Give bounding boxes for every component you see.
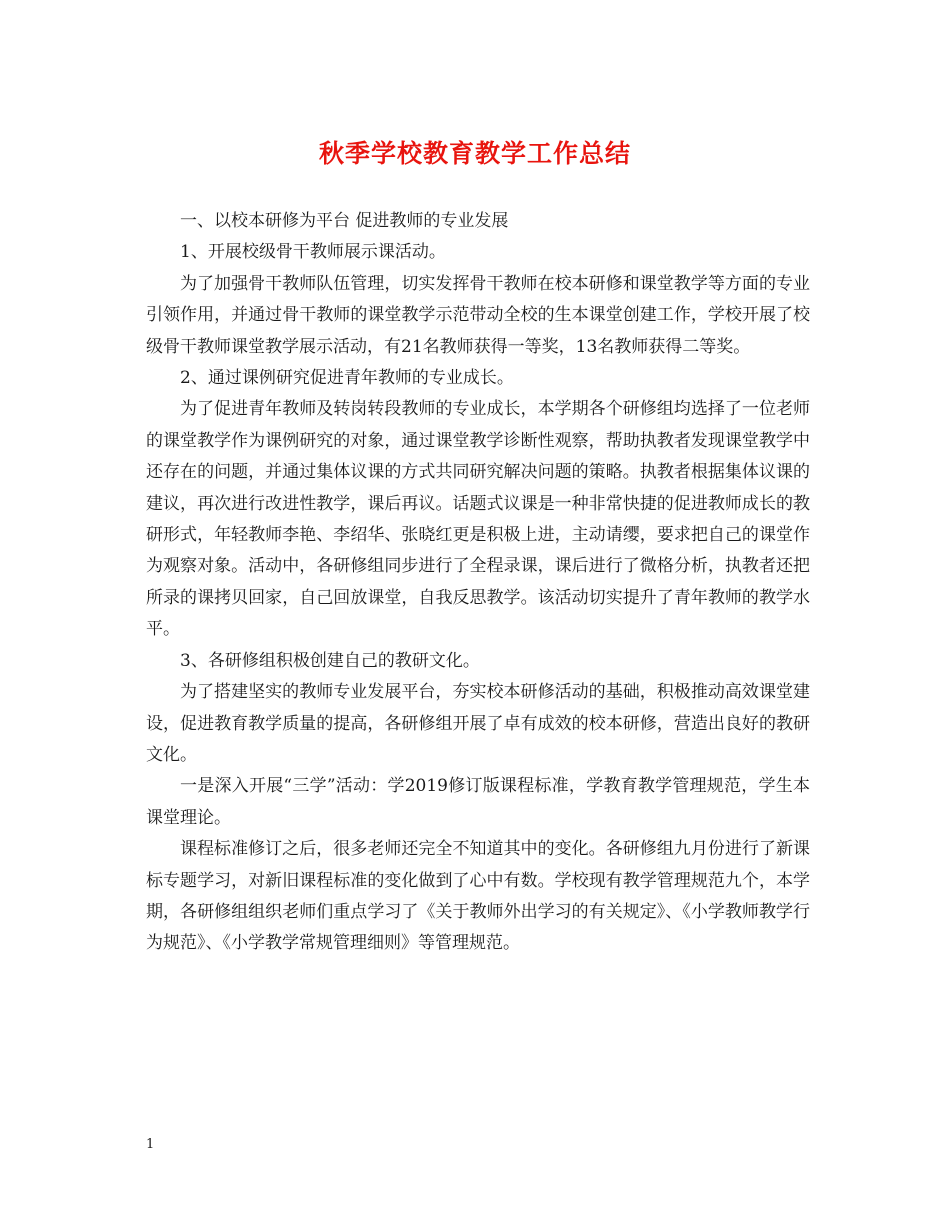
body-paragraph: 为了加强骨干教师队伍管理，切实发挥骨干教师在校本研修和课堂教学等方面的专业引领作用，并通过骨干教师的课堂教学示范带动全校的生本课堂创建工作，学校开展了校级骨干教师课堂教学展示活动，有21名教师获得一等奖，13名教师获得二等奖。 (146, 273, 810, 357)
body-paragraph: 课程标准修订之后，很多老师还完全不知道其中的变化。各研修组九月份进行了新课标专题学习，对新旧课程标准的变化做到了心中有数。学校现有教学管理规范九个，本学期，各研修组组织老师们重点学习了《关于教师外出学习的有关规定》、《小学教师教学行为规范》、《小学教学常规管理细则》等管理规范。 (146, 839, 810, 954)
document-body (146, 206, 810, 960)
body-paragraph: 一是深入开展“三学”活动：学2019修订版课程标准，学教育教学管理规范，学生本课堂理论。 (146, 776, 810, 828)
document-title: 秋季学校教育教学工作总结 (318, 139, 631, 168)
subheading-3: 3、各研修组积极创建自己的教研文化。 (180, 650, 480, 671)
section-heading-1: 一、以校本研修为平台 促进教师的专业发展 (180, 211, 509, 231)
body-paragraph: 为了搭建坚实的教师专业发展平台，夯实校本研修活动的基础，积极推动高效课堂建设，促进教育教学质量的提高，各研修组开展了卓有成效的校本研修，营造出良好的教研文化。 (146, 682, 810, 765)
subheading-1: 1、开展校级骨干教师展示课活动。 (180, 242, 446, 263)
page-number: 1 (146, 1137, 155, 1152)
body-paragraph: 为了促进青年教师及转岗转段教师的专业成长，本学期各个研修组均选择了一位老师的课堂教学作为课例研究的对象，通过课堂教学诊断性观察，帮助执教者发现课堂教学中还存在的问题，并通过集体议课的方式共同研究解决问题的策略。执教者根据集体议课的建议，再次进行改进性教学，课后再议。话题式议课是一种非常快捷的促进教师成长的教研形式，年轻教师李艳、李绍华、张晓红更是积极上进，主动请缨，要求把自己的课堂作为观察对象。活动中，各研修组同步进行了全程录课，课后进行了微格分析，执教者还把所录的课拷贝回家，自己回放课堂，自我反思教学。该活动切实提升了青年教师的教学水平。 (146, 399, 810, 640)
subheading-2: 2、通过课例研究促进青年教师的专业成长。 (180, 368, 514, 389)
